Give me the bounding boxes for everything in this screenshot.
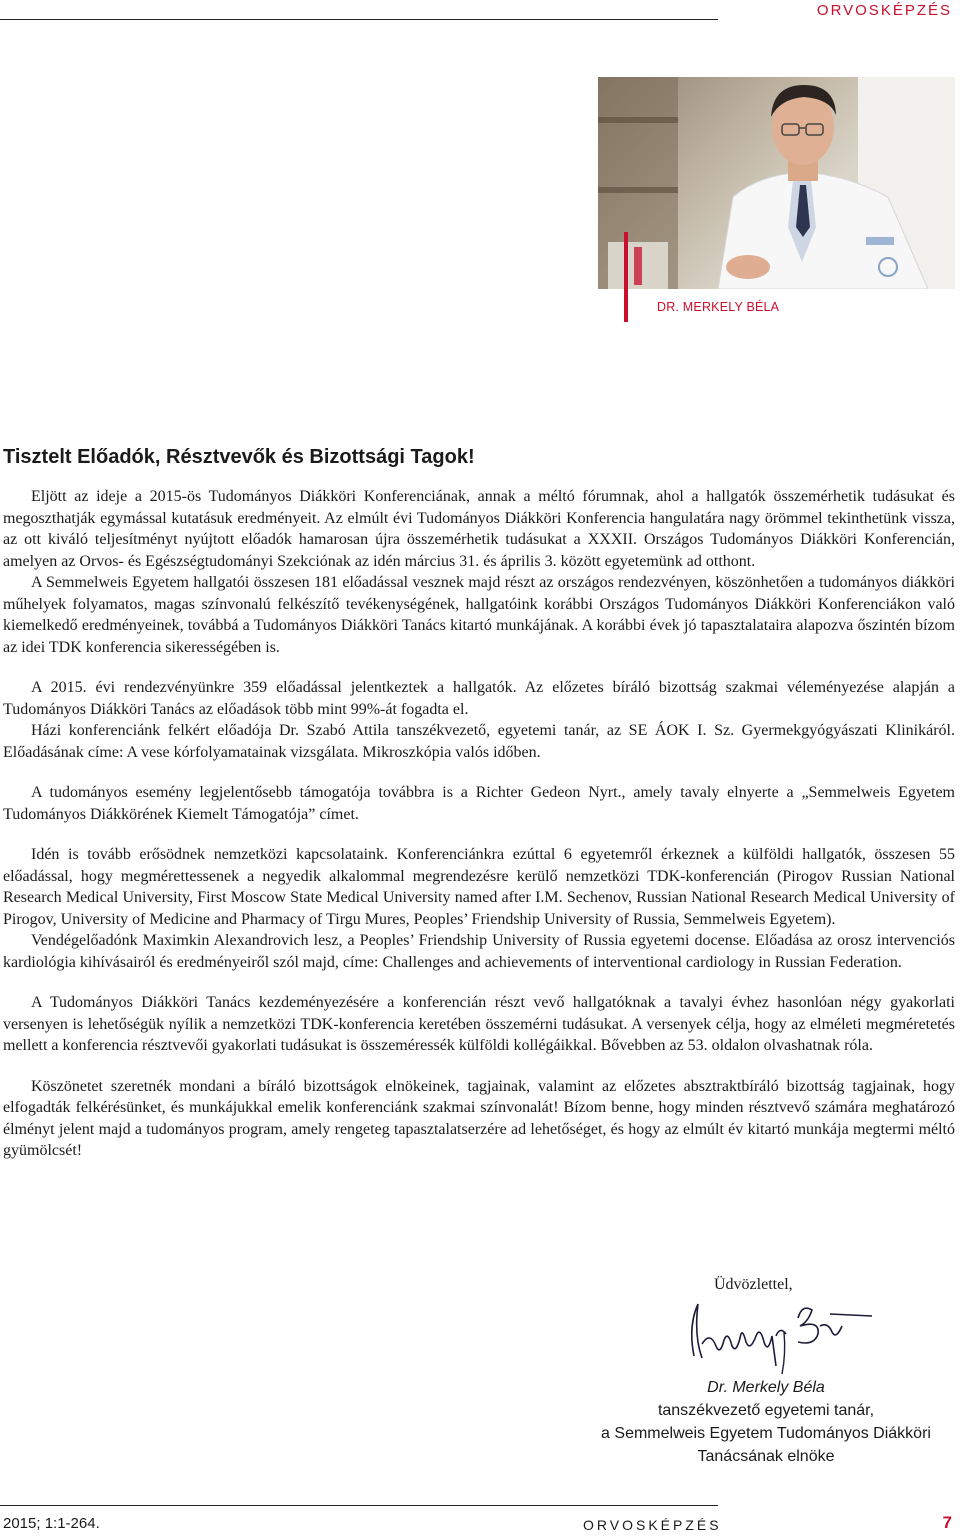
paragraph: Házi konferenciánk felkért előadója Dr. Szabó Attila tanszékvezető, egyetemi tanár, az SE ÁOK I. Sz. Gyermekgyógyászati Klinikáról. Előadásának címe: A vese kórfolyamatainak vizsgálata. Mikroszkópia valós időben. bbox=[3, 722, 955, 761]
paragraph: A Semmelweis Egyetem hallgatói összesen 181 előadással vesznek majd részt az országos rendezvényen, köszönhetően a tudományos diákköri műhelyek folyamatos, magas színvonalú felkészítő tevékenységének, hallgatóink korábbi Országos Tudományos Diákköri Konferenciákon való kiemelkedő eredményeinek, továbbá a Tudományos Diákköri Tanács kitartó munkájának. A korábbi évek jó tapasztalataira alapozva őszintén bízom az idei TDK konferencia sikerességében is. bbox=[3, 574, 955, 656]
header-rule bbox=[0, 19, 718, 20]
page-number: 7 bbox=[942, 1513, 952, 1532]
portrait-photo bbox=[598, 77, 955, 289]
signer-name: Dr. Merkely Béla bbox=[707, 1379, 825, 1396]
caption-accent-bar bbox=[624, 232, 628, 322]
signer-role: a Semmelweis Egyetem Tudományos Diákköri bbox=[601, 1425, 931, 1442]
journal-name-footer: ORVOSKÉPZÉS bbox=[583, 1517, 722, 1533]
paragraph: Eljött az ideje a 2015-ös Tudományos Diákköri Konferenciának, annak a méltó fórumnak, ahol a hallgatók összemérhetik tudásukat és megoszthatják egymással kutatásuk eredményeit. Az elmúlt évi Tudományos Diákköri Konferencia hangulatára nagy örömmel tekinthetünk vissza, az ott kiváló teljesítményt nyújtott előadók hamarosan újra összemérhetik tudásukat a XXXII. Országos Tudományos Diákköri Konferencián, amelyen az Orvos- és Egészségtudományi Szekciónak az idén március 31. és április 3. között egyetemünk ad otthont. bbox=[3, 488, 955, 570]
article-title: Tisztelt Előadók, Résztvevők és Bizottsági Tagok! bbox=[3, 446, 475, 468]
photo-caption: DR. MERKELY BÉLA bbox=[657, 300, 780, 314]
handwritten-signature bbox=[680, 1296, 880, 1376]
journal-name-header: ORVOSKÉPZÉS bbox=[816, 2, 952, 19]
signer-role: Tanácsának elnöke bbox=[697, 1448, 835, 1465]
paragraph: Idén is tovább erősödnek nemzetközi kapcsolataink. Konferenciánkra ezúttal 6 egyetemről érkeznek a külföldi hallgatók, összesen 55 előadással, hogy megmérettessenek a negyedik alkalommal megrendezésre kerülő nemzetközi TDK-konferencián (Pirogov Russian National Research Medical University, First Moscow State Medical University named after I.M. Sechenov, Russian National Research Medical University of Pirogov, University of Medicine and Pharmacy of Tirgu Mures, Peoples’ Friendship University of Russia, Semmelweis Egyetem). bbox=[3, 846, 955, 928]
article-body bbox=[3, 486, 955, 1162]
greeting: Üdvözlettel, bbox=[714, 1276, 793, 1293]
signature-block bbox=[566, 1376, 960, 1468]
paragraph: Köszönetet szeretnék mondani a bíráló bizottságok elnökeinek, tagjainak, valamint az előzetes absztraktbíráló bizottság tagjainak, hogy elfogadták felkérésünket, és munkájukkal emelik konferenciánk szakmai színvonalát! Bízom benne, hogy minden résztvevő számára meghatározó élményt jelent majd a tudományos program, amely rengeteg tapasztalatserzére ad lehetőséget, és hogy az elmúlt év kitartó munkája megtermi méltó gyümölcsét! bbox=[3, 1077, 955, 1159]
paragraph: Vendégelőadónk Maximkin Alexandrovich lesz, a Peoples’ Friendship University of Russia egyetemi docense. Előadása az orosz intervenciós kardiológia kihívásairól és eredményeiről szól majd, címe: Challenges and achievements of interventional cardiology in Russian Federation. bbox=[3, 932, 955, 971]
signer-role: tanszékvezető egyetemi tanár, bbox=[657, 1402, 875, 1419]
paragraph: A 2015. évi rendezvényünkre 359 előadással jelentkeztek a hallgatók. Az előzetes bíráló bizottság szakmai véleményezése alapján a Tudományos Diákköri Tanács az előadások több mint 99%-át fogadta el. bbox=[3, 679, 955, 718]
paragraph: A Tudományos Diákköri Tanács kezdeményezésére a konferencián részt vevő hallgatóknak a tavalyi évhez hasonlóan négy gyakorlati versenyen is lehetőségük nyílik a nemzetközi TDK-konferencia keretében összemérni tudásukat. A versenyek célja, hogy az elméleti megméretetés mellett a konferencia résztvevői gyakorlati tudásukat is összeméressék külföldi kollégáikkal. Bővebben az 53. oldalon olvashatnak róla. bbox=[3, 994, 955, 1054]
paragraph: A tudományos esemény legjelentősebb támogatója továbbra is a Richter Gedeon Nyrt., amely tavaly elnyerte a „Semmelweis Egyetem Tudományos Diákkörének Kiemelt Támogatója” címet. bbox=[3, 784, 955, 823]
footer-citation: 2015; 1:1-264. bbox=[3, 1515, 100, 1532]
footer-rule bbox=[0, 1505, 718, 1506]
